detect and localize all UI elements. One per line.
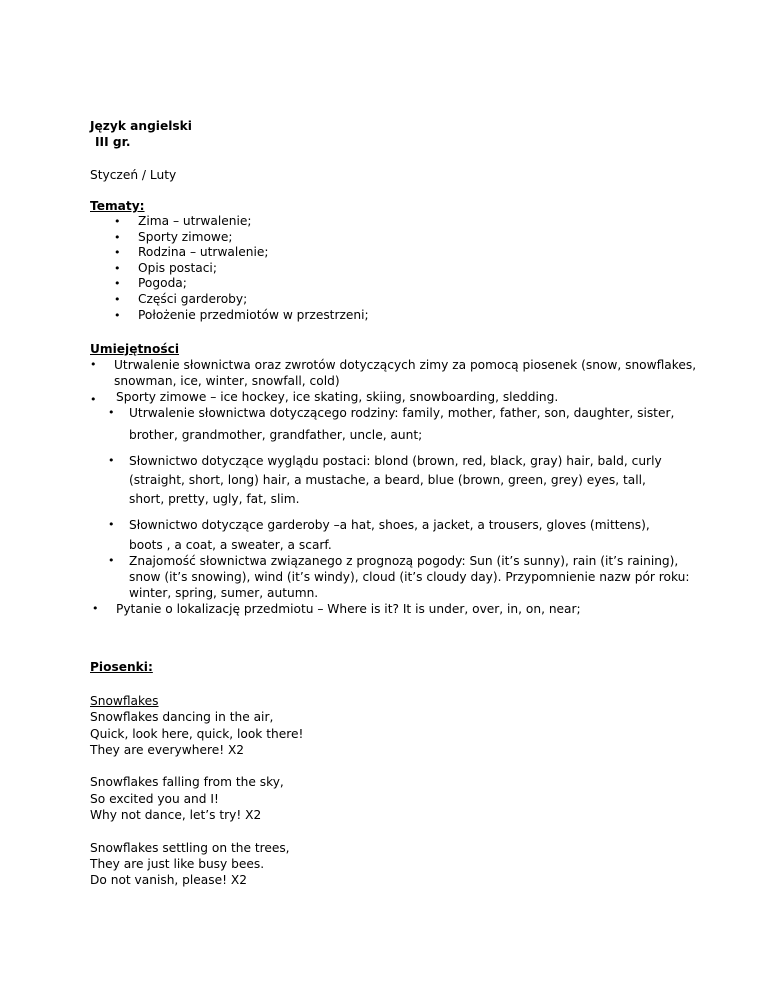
song-line: Snowflakes dancing in the air, xyxy=(90,710,274,725)
topic-item: • Pogoda; xyxy=(114,276,187,291)
bullet-icon: • xyxy=(114,292,121,306)
song-line: Why not dance, let’s try! X2 xyxy=(90,808,262,823)
song-stanza xyxy=(90,840,690,889)
topics-heading: Tematy: xyxy=(90,199,145,213)
song-stanza xyxy=(90,774,690,823)
bullet-icon: • xyxy=(108,518,115,532)
song-line: They are everywhere! X2 xyxy=(90,742,245,757)
bullet-icon: • xyxy=(90,393,97,407)
bullet-icon: • xyxy=(114,277,121,291)
song-line: Snowflakes settling on the trees, xyxy=(90,840,290,855)
skill-item: • Słownictwo dotyczące garderoby –a hat, shoes, a jacket, a trousers, gloves (mittens), boots , a coat, a sweater, a scarf. xyxy=(108,518,650,553)
topic-item: • Rodzina – utrwalenie; xyxy=(114,245,269,260)
skill-item: • Pytanie o lokalizację przedmiotu – Where is it? It is under, over, in, on, near; xyxy=(92,602,581,617)
period-label: Styczeń / Luty xyxy=(90,168,177,182)
bullet-icon: • xyxy=(108,454,115,468)
song-line: Do not vanish, please! X2 xyxy=(90,873,247,888)
bullet-icon: • xyxy=(114,230,121,244)
song-stanza xyxy=(90,709,690,758)
bullet-icon: • xyxy=(108,554,115,568)
bullet-icon: • xyxy=(90,358,97,372)
skills-heading: Umiejętności xyxy=(90,342,180,357)
song-line: Snowflakes falling from the sky, xyxy=(90,775,284,790)
topics-list xyxy=(90,214,690,323)
topic-item: • Części garderoby; xyxy=(114,291,248,306)
song-line: They are just like busy bees. xyxy=(90,856,265,871)
topic-item: • Położenie przedmiotów w przestrzeni; xyxy=(114,307,369,322)
skill-item: • Słownictwo dotyczące wyglądu postaci: blond (brown, red, black, gray) hair, bald, curly (straight, short, long) hair, a mustache, a beard, blue (brown, green, grey) eyes, tall, short, pretty, ugly, fat, slim. xyxy=(108,454,662,507)
bullet-icon: • xyxy=(114,246,121,260)
skill-item: • Utrwalenie słownictwa dotyczącego rodziny: family, mother, father, son, daughter, sister, brother, grandmother, grandfather, uncle, aunt; xyxy=(108,406,675,443)
song-line: So excited you and I! xyxy=(90,791,219,806)
document-body xyxy=(90,118,697,889)
bullet-icon: • xyxy=(92,602,99,616)
topic-item: • Zima – utrwalenie; xyxy=(114,214,252,228)
songs-heading: Piosenki: xyxy=(90,660,153,675)
topic-item: • Sporty zimowe; xyxy=(114,229,233,244)
skill-item: • Sporty zimowe – ice hockey, ice skating, skiing, snowboarding, sledding. xyxy=(90,390,559,407)
song-line: Quick, look here, quick, look there! xyxy=(90,726,304,741)
song-title: Snowflakes xyxy=(90,694,159,709)
skills-list xyxy=(90,357,697,617)
bullet-icon: • xyxy=(114,261,121,275)
bullet-icon: • xyxy=(114,308,121,322)
group-label: III gr. xyxy=(95,135,131,149)
bullet-icon: • xyxy=(114,215,121,228)
skill-item: • Znajomość słownictwa związanego z prognozą pogody: Sun (it’s sunny), rain (it’s raining), snow (it’s snowing), wind (it’s windy), cloud (it’s cloudy day). Przypomnienie nazw pór roku: winter, spring, sumer, autumn. xyxy=(108,554,690,601)
subject-title: Język angielski xyxy=(90,119,192,133)
topic-item: • Opis postaci; xyxy=(114,260,217,275)
skill-item: • Utrwalenie słownictwa oraz zwrotów dotyczących zimy za pomocą piosenek (snow, snowflakes, snowman, ice, winter, snowfall, cold) xyxy=(90,358,697,389)
bullet-icon: • xyxy=(108,406,115,420)
